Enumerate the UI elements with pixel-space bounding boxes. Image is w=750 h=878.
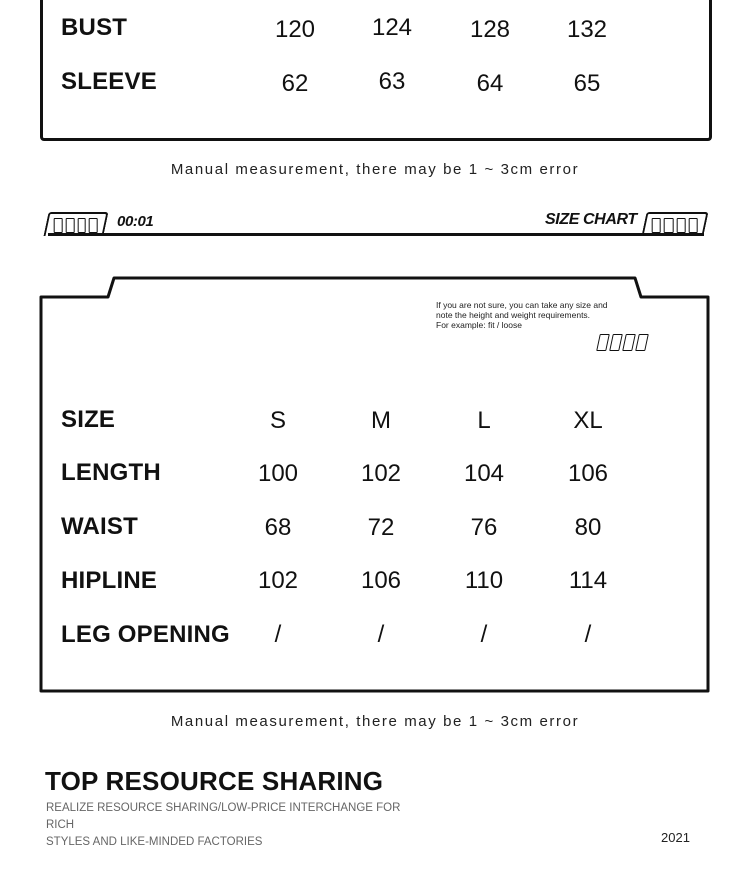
- table-cell: M: [371, 407, 391, 434]
- hint-line: note the height and weight requirements.: [436, 310, 591, 320]
- table-cell: 102: [360, 460, 402, 487]
- footer-title: TOP RESOURCE SHARING: [45, 766, 384, 796]
- footer-subtitle-line: STYLES AND LIKE-MINDED FACTORIES: [46, 836, 263, 848]
- table-cell: L: [477, 407, 491, 434]
- hint-line: For example: fit / loose: [436, 320, 522, 330]
- table-cell: 65: [573, 70, 601, 97]
- banner-line: [48, 233, 704, 236]
- table-cell: 76: [470, 514, 498, 541]
- table-cell: 64: [476, 70, 504, 97]
- size-hint: [436, 300, 608, 330]
- row-label-bust: BUST: [61, 14, 128, 41]
- banner-time: 00:01: [117, 213, 154, 230]
- table-cell: 120: [274, 16, 316, 43]
- row-label-leg-opening: LEG OPENING: [61, 621, 230, 648]
- table-cell: 106: [567, 460, 609, 487]
- table-cell: /: [274, 621, 282, 648]
- table-cell: 80: [574, 514, 602, 541]
- table-cell: 114: [568, 567, 608, 594]
- table-cell: 62: [281, 70, 309, 97]
- table-cell: /: [480, 621, 488, 648]
- row-label-hipline: HIPLINE: [61, 567, 158, 594]
- table-cell: 124: [371, 14, 413, 41]
- table-cell: 100: [257, 460, 299, 487]
- hint-line: If you are not sure, you can take any size and: [436, 300, 608, 310]
- table-cell: 63: [378, 68, 406, 95]
- row-label-waist: WAIST: [61, 513, 138, 540]
- table-cell: S: [269, 407, 286, 434]
- table-cell: 102: [257, 567, 299, 594]
- row-label-size: SIZE: [61, 406, 116, 433]
- left-tag-decoration: [43, 212, 108, 236]
- measurement-note: Manual measurement, there may be 1 ~ 3cm error: [170, 713, 580, 730]
- row-label-sleeve: SLEEVE: [61, 68, 157, 95]
- mini-tag-decoration: [598, 334, 647, 351]
- table-cell: XL: [573, 407, 603, 434]
- footer-subtitle-line: REALIZE RESOURCE SHARING/LOW-PRICE INTERCHANGE FOR RICH: [46, 802, 401, 831]
- footer-year: 2021: [661, 830, 690, 845]
- measurement-note: Manual measurement, there may be 1 ~ 3cm error: [170, 161, 580, 178]
- table-cell: 72: [367, 514, 395, 541]
- table-cell: 104: [463, 460, 505, 487]
- footer-subtitle: [46, 800, 426, 851]
- table-cell: /: [377, 621, 385, 648]
- table-cell: 106: [360, 567, 402, 594]
- table-cell: /: [584, 621, 592, 648]
- table-cell: 128: [469, 16, 511, 43]
- table-cell: 132: [566, 16, 608, 43]
- banner-title: SIZE CHART: [545, 211, 637, 228]
- table-cell: 68: [264, 514, 292, 541]
- row-label-length: LENGTH: [61, 459, 161, 486]
- right-tag-decoration: [641, 212, 708, 236]
- table-cell: 110: [464, 567, 504, 594]
